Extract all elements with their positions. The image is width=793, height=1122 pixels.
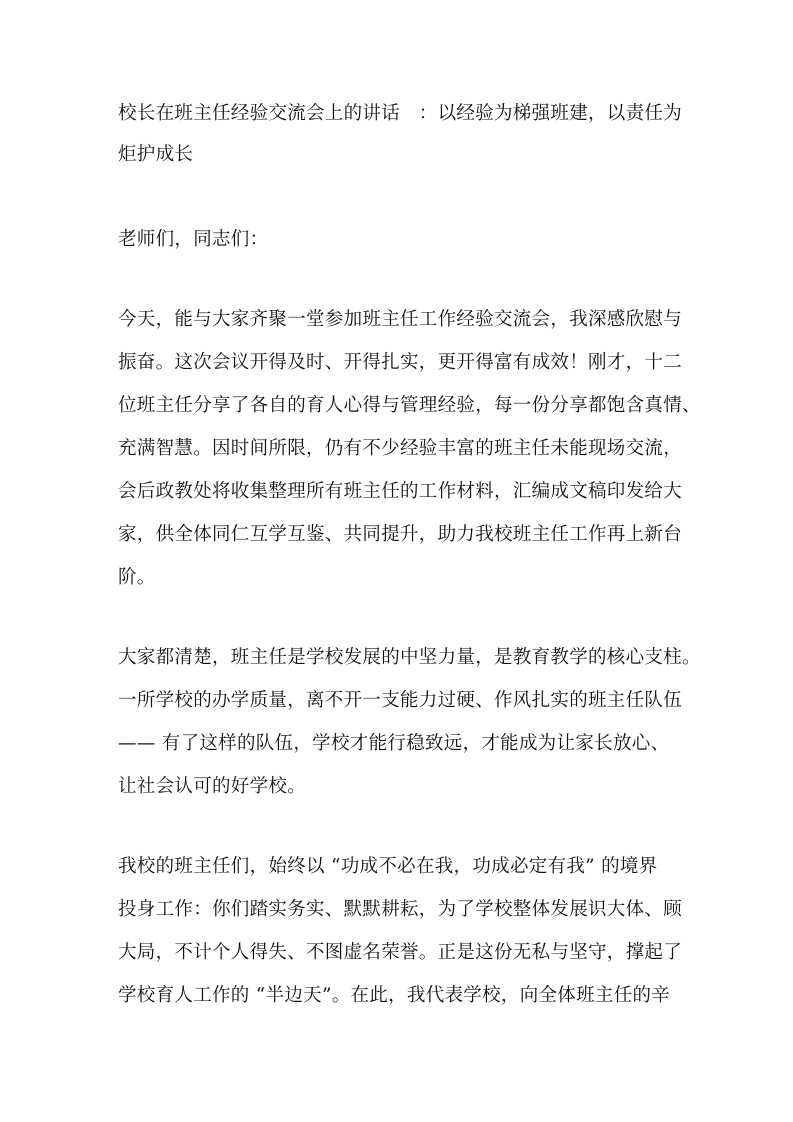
paragraph-line: 让社会认可的好学校。: [118, 776, 307, 797]
paragraph-line: 振奋。这次会议开得及时、开得扎实，更开得富有成效！刚才，十二: [118, 352, 683, 373]
paragraph-line: 投身工作：你们踏实务实、默默耕耘，为了学校整体发展识大体、顾: [118, 899, 683, 920]
title-line: 炬护成长: [118, 144, 194, 165]
paragraph-line: 学校育人工作的 “半边天”。在此，我代表学校，向全体班主任的辛: [118, 985, 671, 1006]
title-line: 校长在班主任经验交流会上的讲话 ：以经验为梯强班建，以责任为: [118, 103, 683, 124]
paragraph-line: 位班主任分享了各自的育人心得与管理经验，每一份分享都饱含真情、: [118, 395, 701, 416]
paragraph-line: 阶。: [118, 567, 156, 588]
paragraph-line: 大局，不计个人得失、不图虚名荣誉。正是这份无私与坚守，撑起了: [118, 942, 683, 963]
paragraph-line: 大家都清楚，班主任是学校发展的中坚力量，是教育教学的核心支柱。: [118, 647, 701, 668]
salutation: 老师们，同志们：: [118, 229, 269, 250]
paragraph-line: —— 有了这样的队伍，学校才能行稳致远，才能成为让家长放心、: [118, 733, 670, 754]
paragraph-line: 会后政教处将收集整理所有班主任的工作材料，汇编成文稿印发给大: [118, 481, 683, 502]
paragraph-line: 我校的班主任们，始终以 “功成不必在我，功成必定有我” 的境界: [118, 856, 658, 877]
paragraph-line: 充满智慧。因时间所限，仍有不少经验丰富的班主任未能现场交流，: [118, 438, 683, 459]
paragraph-line: 一所学校的办学质量，离不开一支能力过硬、作风扎实的班主任队伍: [118, 690, 683, 711]
paragraph-line: 家，供全体同仁互学互鉴、共同提升，助力我校班主任工作再上新台: [118, 524, 683, 545]
paragraph-line: 今天，能与大家齐聚一堂参加班主任工作经验交流会，我深感欣慰与: [118, 309, 683, 330]
